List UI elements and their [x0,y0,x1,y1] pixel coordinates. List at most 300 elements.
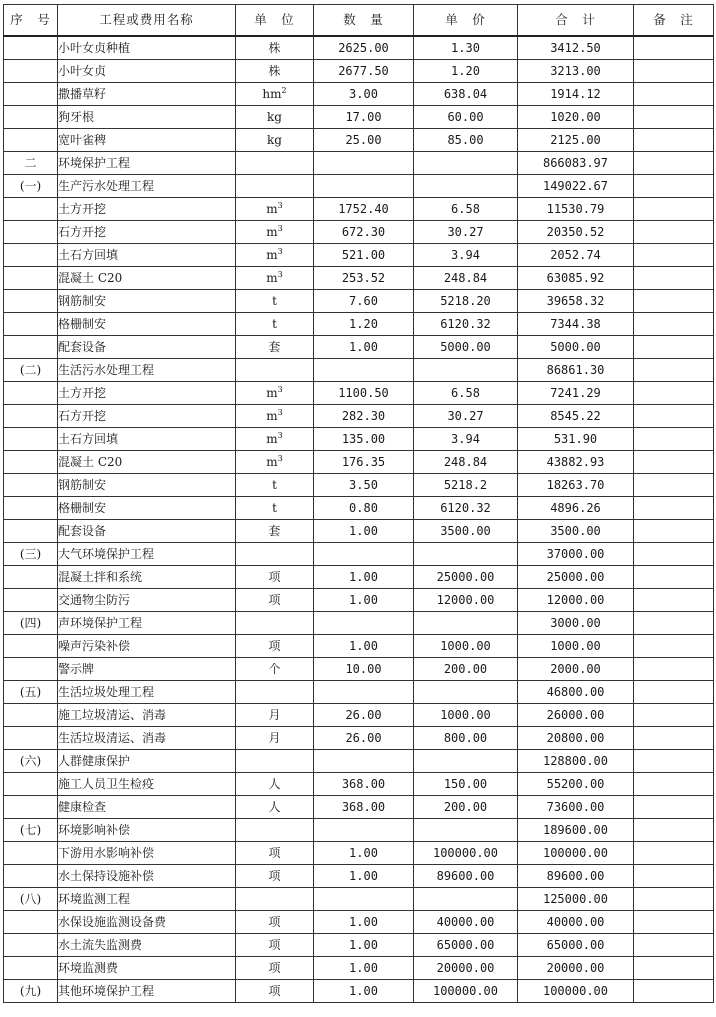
cell-seq-text: (二) [19,363,42,377]
cell-seq [4,336,58,359]
cell-item-name-text: 警示牌 [58,662,95,676]
cell-item-name [58,198,236,221]
cell-item-name-text: 撒播草籽 [58,87,107,101]
cell-total-text: 1000.00 [550,639,601,653]
cell-seq [4,290,58,313]
cell-quantity [314,980,414,1003]
cell-total-text: 531.90 [553,432,598,446]
cell-quantity-text: 176.35 [341,455,386,469]
cell-item-name-text: 施工垃圾清运、消毒 [58,708,167,722]
cell-unit-text: 套 [268,524,281,538]
cell-unit-price-text: 40000.00 [436,915,495,929]
cell-note [634,267,714,290]
cell-note [634,60,714,83]
cell-note [634,589,714,612]
cell-unit [236,290,314,313]
cell-note [634,451,714,474]
cell-seq [4,750,58,773]
cell-item-name-text: 土石方回填 [58,432,119,446]
cell-quantity [314,704,414,727]
cell-quantity-text: 3.00 [349,87,378,101]
cell-quantity-text: 0.80 [349,501,378,515]
cell-quantity [314,405,414,428]
cell-total [518,589,634,612]
cell-item-name [58,474,236,497]
cell-quantity [314,865,414,888]
cell-unit [236,36,314,60]
cell-unit [236,336,314,359]
cell-quantity [314,681,414,704]
cell-quantity-text: 25.00 [345,133,382,147]
cell-unit [236,658,314,681]
cell-total [518,474,634,497]
cell-quantity-text: 1.00 [349,984,378,998]
cell-unit [236,589,314,612]
cell-item-name-text: 环境保护工程 [58,156,131,170]
cell-item-name [58,106,236,129]
cell-total [518,819,634,842]
cell-total [518,36,634,60]
cell-item-name [58,152,236,175]
cell-unit-text: m [266,386,278,400]
cell-quantity-text: 26.00 [345,731,382,745]
cell-item-name-text: 生活垃圾清运、消毒 [58,731,167,745]
table-row [4,773,714,796]
cell-quantity [314,727,414,750]
cell-seq [4,589,58,612]
cell-seq [4,543,58,566]
cell-quantity-text: 672.30 [341,225,386,239]
cell-unit [236,474,314,497]
cell-note [634,129,714,152]
cell-seq [4,106,58,129]
cell-item-name [58,888,236,911]
cell-unit-text: m [266,432,278,446]
cost-estimate-table [3,4,714,1003]
cell-seq-text: (三) [19,547,42,561]
cell-item-name [58,704,236,727]
cell-item-name [58,911,236,934]
cell-total [518,244,634,267]
table-row [4,842,714,865]
cell-quantity [314,83,414,106]
cell-note [634,359,714,382]
table-row [4,796,714,819]
cell-quantity [314,428,414,451]
cell-total-text: 65000.00 [546,938,605,952]
cell-total-text: 100000.00 [542,846,609,860]
cell-unit-text: m [266,225,278,239]
unit-exponent: 3 [277,454,283,463]
cell-unit-price [414,474,518,497]
cell-unit-price-text: 150.00 [443,777,488,791]
cell-item-name [58,313,236,336]
cell-seq [4,681,58,704]
cell-total-text: 1020.00 [550,110,601,124]
cell-unit-text: 项 [268,915,281,929]
cell-unit [236,612,314,635]
cell-item-name [58,83,236,106]
cell-seq [4,888,58,911]
cell-seq [4,980,58,1003]
cell-total-text: 866083.97 [542,156,609,170]
table-row [4,106,714,129]
cell-seq [4,428,58,451]
cell-total-text: 20800.00 [546,731,605,745]
cell-quantity-text: 1.00 [349,639,378,653]
unit-exponent: 3 [277,201,283,210]
cell-unit-price-text: 100000.00 [432,846,499,860]
cell-unit-price-text: 30.27 [447,225,484,239]
cell-total-text: 4896.26 [550,501,601,515]
cell-seq [4,520,58,543]
cell-item-name-text: 下游用水影响补偿 [58,846,155,860]
cell-total-text: 18263.70 [546,478,605,492]
cell-quantity-text: 7.60 [349,294,378,308]
cell-item-name-text: 生活污水处理工程 [58,363,155,377]
cell-total [518,106,634,129]
cell-item-name [58,382,236,405]
cell-unit [236,704,314,727]
cell-unit [236,405,314,428]
cell-unit-text: t [272,317,277,331]
cell-quantity [314,244,414,267]
table-row [4,888,714,911]
cell-quantity-text: 1.00 [349,524,378,538]
cell-quantity [314,658,414,681]
table-row [4,520,714,543]
table-row [4,36,714,60]
cell-note [634,244,714,267]
cell-unit-price-text: 12000.00 [436,593,495,607]
cell-unit [236,175,314,198]
cell-total-text: 12000.00 [546,593,605,607]
cell-unit-price [414,83,518,106]
cell-note [634,957,714,980]
cell-item-name [58,566,236,589]
cell-seq [4,244,58,267]
cell-note [634,106,714,129]
cell-total [518,313,634,336]
cell-unit-text: 套 [268,340,281,354]
cell-unit-text: t [272,294,277,308]
cell-total [518,658,634,681]
table-row [4,566,714,589]
cell-note [634,336,714,359]
table-row [4,451,714,474]
cell-quantity-text: 1100.50 [338,386,389,400]
cell-quantity [314,520,414,543]
table-row [4,198,714,221]
cell-note [634,543,714,566]
cell-quantity-text: 1.00 [349,915,378,929]
cell-total [518,773,634,796]
cell-unit-price-text: 1000.00 [440,708,491,722]
cell-item-name-text: 交通物尘防污 [58,593,131,607]
cell-quantity-text: 1.00 [349,869,378,883]
cell-unit-text: t [272,478,277,492]
cell-unit-text: m [266,455,278,469]
cell-item-name-text: 环境监测费 [58,961,119,975]
cell-unit-price [414,934,518,957]
cell-unit [236,934,314,957]
cell-item-name-text: 钢筋制安 [58,294,107,308]
cell-unit [236,681,314,704]
cell-total-text: 55200.00 [546,777,605,791]
cell-item-name [58,957,236,980]
table-row [4,865,714,888]
header-seq: 序 号 [4,5,58,37]
cell-unit-price [414,382,518,405]
cell-item-name-text: 人群健康保护 [58,754,131,768]
cell-unit [236,566,314,589]
cell-item-name-text: 环境监测工程 [58,892,131,906]
cell-total-text: 2052.74 [550,248,601,262]
cell-quantity-text: 2625.00 [338,41,389,55]
cell-note [634,612,714,635]
cell-seq [4,382,58,405]
cell-quantity [314,290,414,313]
cell-quantity [314,336,414,359]
cell-item-name-text: 狗牙根 [58,110,95,124]
cell-total [518,129,634,152]
cell-unit-price-text: 6.58 [451,202,480,216]
table-row [4,336,714,359]
cell-seq [4,451,58,474]
cell-quantity-text: 368.00 [341,777,386,791]
cell-quantity [314,888,414,911]
cell-item-name-text: 混凝土拌和系统 [58,570,143,584]
cell-unit-price [414,888,518,911]
cell-unit-text: t [272,501,277,515]
cell-unit-price [414,336,518,359]
cell-unit-price [414,221,518,244]
cell-item-name [58,336,236,359]
cell-total [518,405,634,428]
cell-seq-text: (八) [19,892,42,906]
cell-item-name [58,175,236,198]
cell-item-name-text: 格栅制安 [58,501,107,515]
cell-note [634,658,714,681]
table-row [4,244,714,267]
cell-unit-price [414,796,518,819]
cell-quantity-text: 1.00 [349,570,378,584]
table-row [4,359,714,382]
cell-total [518,60,634,83]
cell-unit [236,497,314,520]
cell-note [634,36,714,60]
cell-unit-price [414,359,518,382]
cell-unit-price [414,566,518,589]
unit-exponent: 3 [277,385,283,394]
cell-unit [236,865,314,888]
cell-unit-price-text: 25000.00 [436,570,495,584]
cell-unit [236,796,314,819]
cell-quantity [314,221,414,244]
cell-item-name [58,36,236,60]
cell-item-name [58,842,236,865]
cell-unit-price [414,773,518,796]
cell-quantity-text: 2677.50 [338,64,389,78]
cell-note [634,635,714,658]
cell-item-name-text: 施工人员卫生检疫 [58,777,155,791]
cell-item-name-text: 格栅制安 [58,317,107,331]
cell-unit-price [414,612,518,635]
cell-unit-price-text: 248.84 [443,455,488,469]
cell-total-text: 73600.00 [546,800,605,814]
cell-item-name [58,750,236,773]
cell-total-text: 39658.32 [546,294,605,308]
cell-item-name [58,796,236,819]
cell-note [634,313,714,336]
cell-unit-price-text: 5218.2 [443,478,488,492]
cell-seq [4,635,58,658]
cell-seq [4,221,58,244]
cell-total [518,83,634,106]
cell-seq [4,359,58,382]
cell-total-text: 8545.22 [550,409,601,423]
cell-item-name [58,635,236,658]
cell-seq [4,612,58,635]
cell-unit [236,635,314,658]
table-row [4,750,714,773]
cell-total-text: 2000.00 [550,662,601,676]
cell-total-text: 3000.00 [550,616,601,630]
cell-quantity [314,175,414,198]
cell-note [634,405,714,428]
cell-unit-price [414,704,518,727]
cell-quantity [314,543,414,566]
cell-unit-price-text: 200.00 [443,800,488,814]
cell-unit [236,359,314,382]
table-row [4,635,714,658]
cell-unit-text: 月 [268,708,281,722]
cell-note [634,497,714,520]
cell-unit [236,198,314,221]
cell-total-text: 11530.79 [546,202,605,216]
cell-total [518,934,634,957]
cell-quantity-text: 26.00 [345,708,382,722]
cell-note [634,888,714,911]
cell-total [518,681,634,704]
cell-item-name-text: 小叶女贞 [58,64,107,78]
cell-item-name-text: 噪声污染补偿 [58,639,131,653]
cell-item-name [58,658,236,681]
table-body [4,36,714,1003]
cell-item-name-text: 声环境保护工程 [58,616,143,630]
cell-item-name [58,520,236,543]
cell-item-name [58,428,236,451]
cell-item-name [58,451,236,474]
cell-total-text: 100000.00 [542,984,609,998]
cell-note [634,819,714,842]
cell-total [518,520,634,543]
cell-seq [4,83,58,106]
cell-item-name [58,405,236,428]
unit-exponent: 3 [277,247,283,256]
cell-unit-price-text: 5218.20 [440,294,491,308]
cell-unit-text: 项 [268,984,281,998]
cell-item-name [58,589,236,612]
cell-unit-price [414,957,518,980]
cell-note [634,221,714,244]
cell-quantity [314,60,414,83]
cell-unit-price [414,106,518,129]
cell-quantity [314,566,414,589]
cell-unit [236,106,314,129]
cell-unit [236,727,314,750]
cell-total [518,704,634,727]
table-row [4,497,714,520]
cell-total-text: 46800.00 [546,685,605,699]
cell-unit-price [414,589,518,612]
cell-unit-price-text: 100000.00 [432,984,499,998]
cell-unit-price-text: 85.00 [447,133,484,147]
cell-unit-price [414,819,518,842]
table-row [4,474,714,497]
unit-exponent: 3 [277,224,283,233]
cell-unit [236,520,314,543]
cell-seq-text: (六) [19,754,42,768]
cell-unit-price [414,36,518,60]
cell-total-text: 149022.67 [542,179,609,193]
cell-quantity [314,934,414,957]
cell-seq [4,152,58,175]
unit-exponent: 3 [277,431,283,440]
cell-unit [236,244,314,267]
header-unit: 单 位 [236,5,314,37]
cell-total-text: 128800.00 [542,754,609,768]
cell-unit [236,888,314,911]
cell-seq [4,36,58,60]
cell-unit-price [414,313,518,336]
cell-unit-price [414,152,518,175]
table-row [4,704,714,727]
cell-note [634,934,714,957]
cell-quantity-text: 1.00 [349,961,378,975]
unit-exponent: 3 [277,270,283,279]
cell-seq [4,129,58,152]
cell-item-name-text: 宽叶雀稗 [58,133,107,147]
cell-unit [236,83,314,106]
cell-quantity-text: 1.00 [349,340,378,354]
cell-item-name [58,681,236,704]
cell-unit-price [414,750,518,773]
cell-quantity [314,382,414,405]
table-row [4,727,714,750]
cell-unit [236,451,314,474]
table-row [4,129,714,152]
cell-total [518,980,634,1003]
cell-unit-price-text: 5000.00 [440,340,491,354]
cell-quantity-text: 17.00 [345,110,382,124]
cell-total [518,497,634,520]
cell-unit-price [414,60,518,83]
cell-item-name-text: 环境影响补偿 [58,823,131,837]
table-row [4,957,714,980]
cell-unit-price [414,865,518,888]
cell-item-name-text: 钢筋制安 [58,478,107,492]
cell-unit-price [414,658,518,681]
cell-note [634,198,714,221]
cell-unit-price-text: 1000.00 [440,639,491,653]
cell-total [518,221,634,244]
cell-quantity-text: 1.00 [349,846,378,860]
cell-item-name-text: 石方开挖 [58,225,107,239]
cell-quantity [314,36,414,60]
cell-total-text: 86861.30 [546,363,605,377]
cell-unit-text: m [266,271,278,285]
